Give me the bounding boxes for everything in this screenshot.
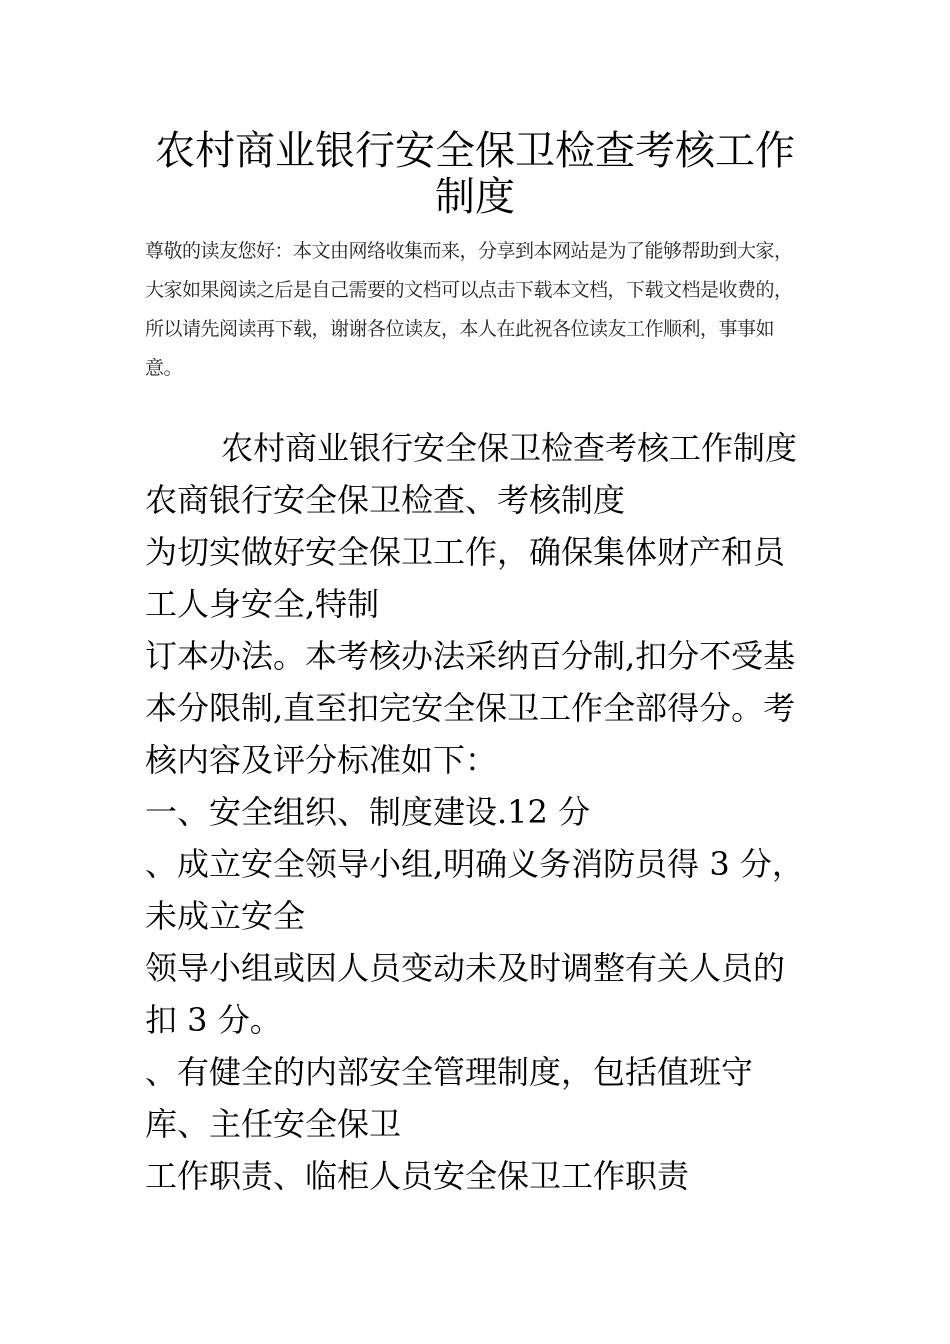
body-paragraph: 领导小组或因人员变动未及时调整有关人员的扣 3 分。 [145,949,786,1039]
body-paragraph: 工作职责、临柜人员安全保卫工作职责 [145,1157,690,1195]
section-heading: 一、安全组织、制度建设.12 分 [145,793,591,831]
body-paragraph: 订本办法。本考核办法采纳百分制,扣分不受基本分限制,直至扣完安全保卫工作全部得分。考核内容及评分标准如下： [145,637,796,779]
document-title: 农村商业银行安全保卫检查考核工作制度 [155,128,795,220]
reader-notice: 尊敬的读友您好：本文由网络收集而来，分享到本网站是为了能够帮助到大家，大家如果阅读之后是自己需要的文档可以点击下载本文档，下载文档是收费的，所以请先阅读再下载，谢谢各位读友，本人在此祝各位读友工作顺利，事事如意。 [145,240,793,379]
body-heading: 农村商业银行安全保卫检查考核工作制度 [221,429,798,467]
body-paragraph: 、有健全的内部安全管理制度，包括值班守库、主任安全保卫 [145,1053,754,1143]
document-body [145,422,810,1202]
body-paragraph: 农商银行安全保卫检查、考核制度 [145,481,626,519]
body-paragraph: 为切实做好安全保卫工作，确保集体财产和员工人身安全,特制 [145,533,786,623]
body-paragraph: 、成立安全领导小组,明确义务消防员得 3 分，未成立安全 [145,845,804,935]
